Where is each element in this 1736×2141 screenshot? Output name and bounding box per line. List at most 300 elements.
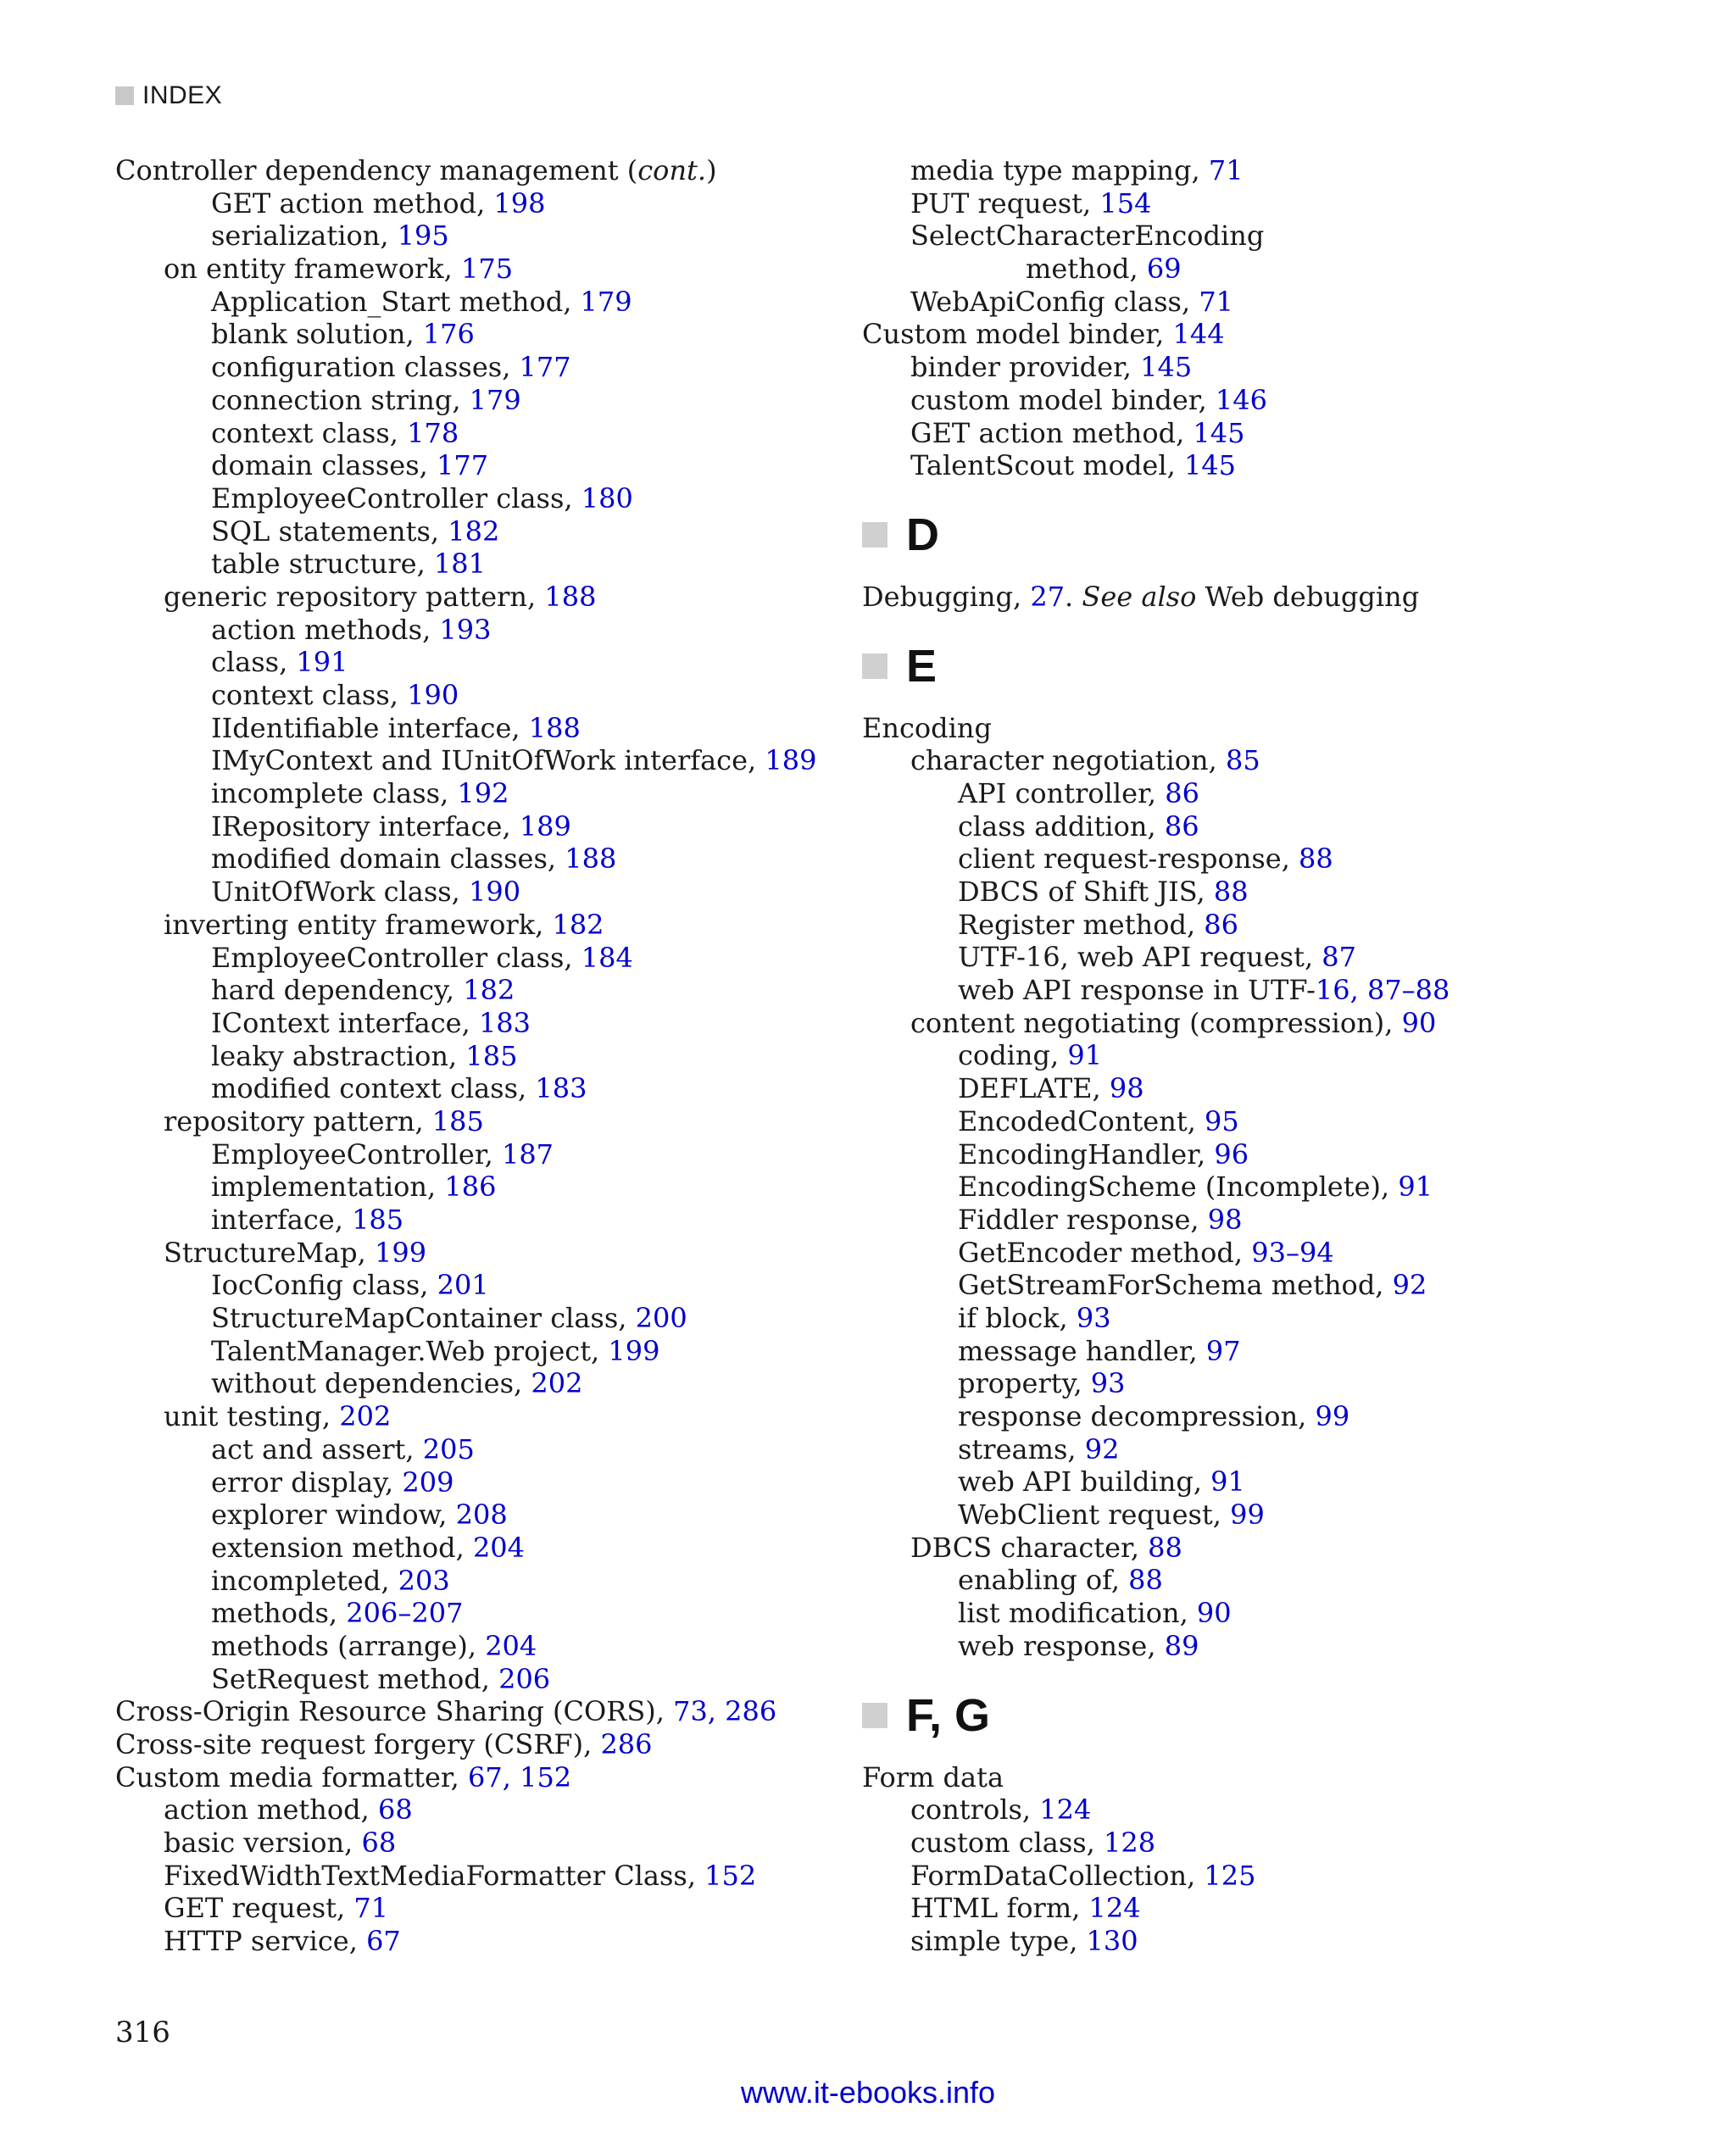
page-reference-link[interactable]: 206 [498, 1662, 551, 1695]
index-entry [862, 1335, 1625, 1368]
page-reference-link[interactable]: 200 [635, 1302, 687, 1335]
entry-term: hard dependency, [211, 974, 464, 1007]
header-label: INDEX [142, 81, 223, 109]
page-reference-link[interactable]: 98 [1109, 1072, 1144, 1105]
entry-term: IocConfig class, [211, 1269, 437, 1302]
page-reference-link[interactable]: 67 [366, 1925, 401, 1958]
page-reference-link[interactable]: 177 [519, 351, 571, 384]
entry-term: Custom model binder, [862, 318, 1173, 351]
entry-tail: Web debugging [1196, 580, 1420, 613]
entry-term: action method, [164, 1793, 378, 1827]
page-reference-link[interactable]: 86 [1204, 908, 1238, 941]
page-reference-link[interactable]: 144 [1172, 318, 1225, 351]
index-entry [862, 1171, 1625, 1204]
page-reference-link[interactable]: 96 [1214, 1137, 1249, 1171]
entry-term: incomplete class, [211, 777, 458, 810]
page-reference-link[interactable]: 128 [1104, 1826, 1156, 1859]
index-entry [862, 1499, 1625, 1532]
section-heading [862, 639, 1625, 693]
entry-term: Cross-Origin Resource Sharing (CORS), [115, 1695, 674, 1728]
page-reference-link[interactable]: 208 [455, 1499, 508, 1532]
page-reference-link[interactable]: 189 [765, 744, 817, 777]
entry-term: simple type, [910, 1924, 1087, 1957]
entry-term: web response, [958, 1629, 1165, 1662]
index-entry [862, 1072, 1625, 1105]
section-square-icon [862, 1703, 887, 1728]
page-reference-link[interactable]: 145 [1183, 449, 1237, 482]
page-reference-link[interactable]: 16, 87–88 [1315, 974, 1450, 1007]
page-reference-link[interactable]: 175 [460, 253, 514, 286]
index-entry [862, 1302, 1625, 1335]
page-reference-link[interactable]: 182 [463, 974, 515, 1007]
entry-term: controls, [910, 1793, 1040, 1827]
entry-term: SetRequest method, [211, 1662, 499, 1695]
page-reference-link[interactable]: 178 [407, 416, 459, 449]
page-reference-link[interactable]: 124 [1039, 1793, 1092, 1827]
entry-term: repository pattern, [164, 1104, 432, 1137]
entry-term: character negotiation, [910, 744, 1226, 777]
index-entry [115, 187, 878, 220]
index-entry [862, 1925, 1625, 1958]
entry-term: UTF-16, web API request, [958, 941, 1322, 974]
index-entry [115, 1335, 878, 1368]
page-reference-link[interactable]: 181 [433, 548, 486, 581]
entry-term: extension method, [211, 1531, 473, 1564]
entry-term: WebClient request, [958, 1499, 1231, 1532]
index-entry [862, 1892, 1625, 1925]
page-reference-link[interactable]: 99 [1315, 1400, 1350, 1432]
page-reference-link[interactable]: 85 [1225, 744, 1260, 777]
page-reference-link[interactable]: 205 [422, 1432, 475, 1465]
index-column-left [115, 154, 878, 1958]
page-reference-link[interactable]: 93 [1076, 1301, 1111, 1334]
index-entry [115, 1827, 878, 1860]
entry-term: GetEncoder method, [958, 1236, 1252, 1269]
page-reference-link[interactable]: 90 [1401, 1006, 1437, 1039]
entry-term: enabling of, [958, 1564, 1129, 1597]
page-reference-link[interactable]: 91 [1210, 1465, 1245, 1499]
entry-term: Custom media formatter, [115, 1760, 469, 1793]
page-reference-link[interactable]: 204 [485, 1629, 537, 1662]
index-entry [862, 1204, 1625, 1237]
index-entry [115, 974, 878, 1007]
index-entry [862, 449, 1625, 482]
entry-term: explorer window, [211, 1499, 456, 1532]
index-entry [115, 1367, 878, 1400]
entry-term: EncodingScheme (Incomplete), [958, 1171, 1399, 1204]
index-entry [115, 1237, 878, 1270]
page-reference-link[interactable]: 188 [528, 711, 581, 744]
entry-term: list modification, [958, 1597, 1197, 1630]
entry-term: HTML form, [910, 1892, 1089, 1925]
index-entry [862, 974, 1625, 1007]
entry-term: DEFLATE, [958, 1072, 1110, 1105]
entry-italic: cont. [637, 154, 707, 186]
entry-term: leaky abstraction, [211, 1039, 466, 1072]
page-reference-link[interactable]: 98 [1207, 1203, 1243, 1236]
page-reference-link[interactable]: 177 [436, 449, 489, 482]
page-reference-link[interactable]: 92 [1084, 1432, 1120, 1465]
index-entry [115, 154, 878, 187]
index-entry [862, 1793, 1625, 1827]
index-entry [862, 581, 1625, 614]
index-entry [862, 712, 1625, 745]
index-entry [115, 1433, 878, 1466]
page-reference-link[interactable]: 199 [608, 1334, 660, 1367]
index-entry [115, 1105, 878, 1138]
page-reference-link[interactable]: 186 [444, 1171, 497, 1204]
entry-term: Debugging, [862, 580, 1031, 613]
entry-term: content negotiating (compression), [910, 1006, 1402, 1039]
entry-after: . [1065, 580, 1082, 613]
page-reference-link[interactable]: 187 [501, 1137, 554, 1171]
entry-term: SQL statements, [211, 514, 448, 548]
page-reference-link[interactable]: 145 [1140, 351, 1193, 384]
running-header [115, 81, 222, 110]
entry-term: Form data [862, 1760, 1004, 1793]
index-entry [115, 1630, 878, 1663]
page-reference-link[interactable]: 185 [465, 1039, 518, 1072]
index-entry [115, 1269, 878, 1302]
index-entry [115, 1204, 878, 1237]
page-reference-link[interactable]: 286 [600, 1728, 653, 1760]
page-reference-link[interactable]: 176 [422, 318, 475, 351]
entry-term: message handler, [958, 1334, 1206, 1367]
page-reference-link[interactable]: 87 [1321, 941, 1356, 974]
page-reference-link[interactable]: 179 [469, 383, 521, 416]
index-entry [115, 1302, 878, 1335]
page-reference-link[interactable]: 71 [1199, 285, 1234, 318]
index-entry [115, 1171, 878, 1204]
entry-term: response decompression, [958, 1400, 1316, 1432]
page-reference-link[interactable]: 184 [581, 941, 633, 974]
index-entry [115, 876, 878, 909]
header-square-icon [115, 86, 134, 105]
page-reference-link[interactable]: 179 [580, 285, 632, 318]
entry-term: generic repository pattern, [164, 580, 545, 613]
entry-term: error display, [211, 1465, 403, 1499]
index-entry [115, 614, 878, 647]
index-entry [862, 1105, 1625, 1138]
entry-term: unit testing, [164, 1400, 340, 1433]
page-reference-link[interactable]: 185 [431, 1104, 484, 1137]
entry-term: modified context class, [211, 1072, 536, 1105]
page-reference-link[interactable]: 124 [1088, 1892, 1141, 1925]
page-reference-link[interactable]: 88 [1128, 1564, 1163, 1597]
entry-term: TalentScout model, [910, 449, 1184, 482]
entry-term: inverting entity framework, [164, 908, 553, 941]
section-letter: E [906, 640, 938, 692]
entry-term: method, [1026, 253, 1147, 286]
entry-term: client request-response, [958, 842, 1299, 876]
entry-term: FixedWidthTextMediaFormatter Class, [164, 1859, 705, 1892]
index-entry [862, 1564, 1625, 1597]
page-reference-link[interactable]: 99 [1230, 1499, 1265, 1532]
index-entry [115, 909, 878, 942]
index-entry [862, 187, 1625, 220]
entry-after: ) [706, 154, 717, 186]
entry-term: GET action method, [910, 416, 1194, 449]
entry-term: IIdentifiable interface, [211, 711, 529, 744]
entry-term: custom model binder, [910, 383, 1216, 416]
index-entry [862, 220, 1625, 253]
index-entry [115, 318, 878, 351]
index-entry [115, 1007, 878, 1040]
page-reference-link[interactable]: 93–94 [1251, 1236, 1334, 1269]
page-reference-link[interactable]: 27 [1030, 580, 1066, 613]
index-entry [115, 646, 878, 679]
page-reference-link[interactable]: 202 [531, 1367, 583, 1400]
entry-term: action methods, [211, 613, 440, 646]
entry-term: interface, [211, 1204, 353, 1236]
index-entry [862, 1367, 1625, 1400]
page-reference-link[interactable]: 185 [352, 1204, 404, 1236]
page-reference-link[interactable]: 88 [1299, 842, 1333, 876]
entry-term: Controller dependency management ( [115, 154, 638, 186]
section-square-icon [862, 522, 887, 548]
page-reference-link[interactable]: 71 [353, 1892, 389, 1925]
entry-term: modified domain classes, [211, 842, 565, 876]
index-entry [115, 1695, 878, 1728]
entry-term: StructureMapContainer class, [211, 1302, 636, 1335]
page-reference-link[interactable]: 71 [1208, 154, 1244, 186]
page-reference-link[interactable]: 86 [1165, 776, 1199, 809]
entry-term: context class, [211, 416, 408, 449]
page-reference-link[interactable]: 86 [1164, 809, 1199, 842]
page-reference-link[interactable]: 182 [448, 514, 500, 548]
page-reference-link[interactable]: 68 [361, 1827, 397, 1860]
entry-term: GetStreamForSchema method, [958, 1269, 1393, 1302]
entry-term: EmployeeController class, [211, 481, 581, 514]
entry-term: act and assert, [211, 1432, 423, 1465]
index-entry [862, 941, 1625, 974]
index-entry [862, 1630, 1625, 1663]
entry-term: basic version, [164, 1827, 362, 1860]
page-reference-link[interactable]: 95 [1205, 1104, 1239, 1137]
page-reference-link[interactable]: 189 [519, 809, 571, 842]
index-entry [115, 842, 878, 876]
index-entry [862, 1465, 1625, 1499]
entry-term: EmployeeController class, [211, 941, 581, 974]
page-reference-link[interactable]: 97 [1205, 1334, 1241, 1367]
section-letter: D [906, 509, 939, 560]
index-entry [115, 1793, 878, 1827]
index-entry [115, 679, 878, 712]
page-reference-link[interactable]: 145 [1193, 416, 1245, 449]
page-reference-link[interactable]: 203 [398, 1564, 450, 1597]
entry-term: DBCS of Shift JIS, [958, 876, 1214, 908]
page-reference-link[interactable]: 182 [552, 908, 604, 941]
index-entry [115, 1072, 878, 1105]
index-entry [862, 318, 1625, 351]
entry-term: IRepository interface, [211, 809, 520, 842]
index-entry [862, 253, 1625, 286]
entry-term: WebApiConfig class, [910, 285, 1199, 318]
page-reference-link[interactable]: 125 [1204, 1859, 1256, 1892]
index-entry [115, 1532, 878, 1565]
page-reference-link[interactable]: 88 [1213, 876, 1249, 908]
index-entry [862, 154, 1625, 187]
page-reference-link[interactable]: 183 [478, 1006, 531, 1039]
index-entry [115, 286, 878, 319]
entry-see-also: See also [1082, 580, 1197, 613]
entry-term: serialization, [211, 220, 398, 253]
entry-term: IContext interface, [211, 1006, 479, 1039]
entry-term: connection string, [211, 383, 470, 416]
index-entry [115, 942, 878, 975]
index-column-right [862, 154, 1625, 1958]
entry-term: EmployeeController, [211, 1137, 502, 1171]
page-reference-link[interactable]: 92 [1392, 1269, 1427, 1302]
index-entry [115, 1040, 878, 1073]
page-reference-link[interactable]: 146 [1215, 383, 1267, 416]
index-entry [862, 1007, 1625, 1040]
entry-term: configuration classes, [211, 351, 520, 384]
index-entry [862, 1138, 1625, 1171]
index-entry [862, 744, 1625, 777]
page-reference-link[interactable]: 202 [339, 1400, 392, 1433]
index-entry [862, 1827, 1625, 1860]
page-number: 316 [115, 2016, 170, 2049]
index-entry [862, 777, 1625, 810]
page-reference-link[interactable]: 198 [493, 186, 546, 220]
index-entry [862, 384, 1625, 417]
page-reference-link[interactable]: 89 [1164, 1629, 1199, 1662]
index-entry [862, 1039, 1625, 1072]
entry-term: GET action method, [211, 186, 494, 220]
entry-term: DBCS character, [910, 1531, 1149, 1564]
page-reference-link[interactable]: 192 [457, 777, 509, 810]
entry-term: EncodedContent, [958, 1104, 1205, 1137]
index-entry [862, 909, 1625, 942]
entry-term: blank solution, [211, 318, 423, 351]
page-reference-link[interactable]: 130 [1086, 1924, 1138, 1957]
index-entry [115, 712, 878, 745]
entry-term: Encoding [862, 711, 992, 744]
page-reference-link[interactable]: 93 [1090, 1367, 1126, 1400]
page-reference-link[interactable]: 90 [1196, 1597, 1232, 1630]
entry-term: table structure, [211, 548, 434, 581]
entry-term: domain classes, [211, 449, 437, 482]
page-reference-link[interactable]: 69 [1146, 253, 1182, 286]
index-entry [115, 351, 878, 384]
page-reference-link[interactable]: 183 [535, 1072, 587, 1105]
index-entry [115, 384, 878, 417]
entry-term: HTTP service, [164, 1925, 367, 1958]
page-reference-link[interactable]: 91 [1067, 1039, 1103, 1072]
page-reference-link[interactable]: 188 [544, 580, 597, 613]
index-entry [862, 1761, 1625, 1794]
page-reference-link[interactable]: 201 [437, 1269, 489, 1302]
entry-term: methods (arrange), [211, 1629, 486, 1662]
entry-term: Cross-site request forgery (CSRF), [115, 1728, 601, 1760]
section-square-icon [862, 653, 887, 679]
page-reference-link[interactable]: 68 [377, 1793, 413, 1827]
entry-term: API controller, [958, 776, 1166, 809]
page-reference-link[interactable]: 191 [296, 646, 348, 679]
index-entry [115, 1728, 878, 1761]
page-reference-link[interactable]: 91 [1398, 1171, 1433, 1204]
entry-term: PUT request, [910, 186, 1100, 220]
page-reference-link[interactable]: 67, 152 [468, 1760, 572, 1793]
index-entry [115, 515, 878, 548]
index-entry [862, 1532, 1625, 1565]
index-entry [115, 417, 878, 450]
index-entry [115, 449, 878, 482]
page-reference-link[interactable]: 180 [581, 481, 633, 514]
index-entry [115, 744, 878, 777]
entry-term: StructureMap, [164, 1236, 375, 1269]
page-reference-link[interactable]: 195 [397, 220, 449, 253]
index-entry [862, 810, 1625, 843]
entry-term: Fiddler response, [958, 1203, 1208, 1236]
index-entry [862, 1269, 1625, 1302]
entry-term: class addition, [958, 809, 1165, 842]
index-entry [115, 1466, 878, 1499]
index-entry [115, 1138, 878, 1171]
page-reference-link[interactable]: 193 [439, 613, 492, 646]
index-entry [115, 581, 878, 614]
entry-term: media type mapping, [910, 154, 1209, 186]
entry-term: context class, [211, 679, 408, 711]
index-entry [115, 810, 878, 843]
index-entry [862, 286, 1625, 319]
entry-term: coding, [958, 1039, 1068, 1072]
page-reference-link[interactable]: 204 [472, 1531, 526, 1564]
index-entry [115, 548, 878, 581]
page-reference-link[interactable]: 190 [469, 876, 521, 909]
entry-term: EncodingHandler, [958, 1137, 1215, 1171]
index-entry [115, 253, 878, 286]
index-entry [115, 1860, 878, 1893]
index-entry [115, 1761, 878, 1794]
page-reference-link[interactable]: 190 [407, 679, 459, 711]
index-entry [115, 1663, 878, 1696]
entry-term: web API building, [958, 1465, 1211, 1499]
page-reference-link[interactable]: 199 [374, 1236, 427, 1269]
index-entry [115, 1565, 878, 1598]
index-entry [862, 1400, 1625, 1433]
index-entry [862, 1237, 1625, 1270]
entry-term: binder provider, [910, 351, 1141, 384]
index-entry [862, 1597, 1625, 1630]
entry-term: if block, [958, 1301, 1077, 1334]
footer-website-link[interactable]: www.it-ebooks.info [740, 2075, 996, 2110]
page-reference-link[interactable]: 188 [565, 842, 617, 876]
entry-term: Application_Start method, [211, 285, 581, 318]
page-reference-link[interactable]: 206–207 [346, 1597, 464, 1630]
page-reference-link[interactable]: 209 [402, 1465, 454, 1499]
page-reference-link[interactable]: 152 [704, 1859, 757, 1892]
index-entry [115, 1499, 878, 1532]
page-reference-link[interactable]: 88 [1148, 1531, 1182, 1564]
page-reference-link[interactable]: 154 [1099, 186, 1152, 220]
index-entry [115, 1597, 878, 1630]
section-heading [862, 1688, 1625, 1743]
index-entry [862, 1433, 1625, 1466]
entry-term: class, [211, 646, 297, 679]
index-entry [862, 417, 1625, 450]
entry-term: custom class, [910, 1826, 1104, 1859]
entry-term: property, [958, 1367, 1091, 1400]
entry-term: methods, [211, 1597, 347, 1630]
index-entry [115, 1925, 878, 1958]
page-reference-link[interactable]: 73, 286 [673, 1695, 777, 1728]
section-heading [862, 508, 1625, 562]
index-entry [115, 482, 878, 515]
entry-term: FormDataCollection, [910, 1859, 1205, 1892]
entry-term: web API response in UTF- [958, 974, 1316, 1007]
